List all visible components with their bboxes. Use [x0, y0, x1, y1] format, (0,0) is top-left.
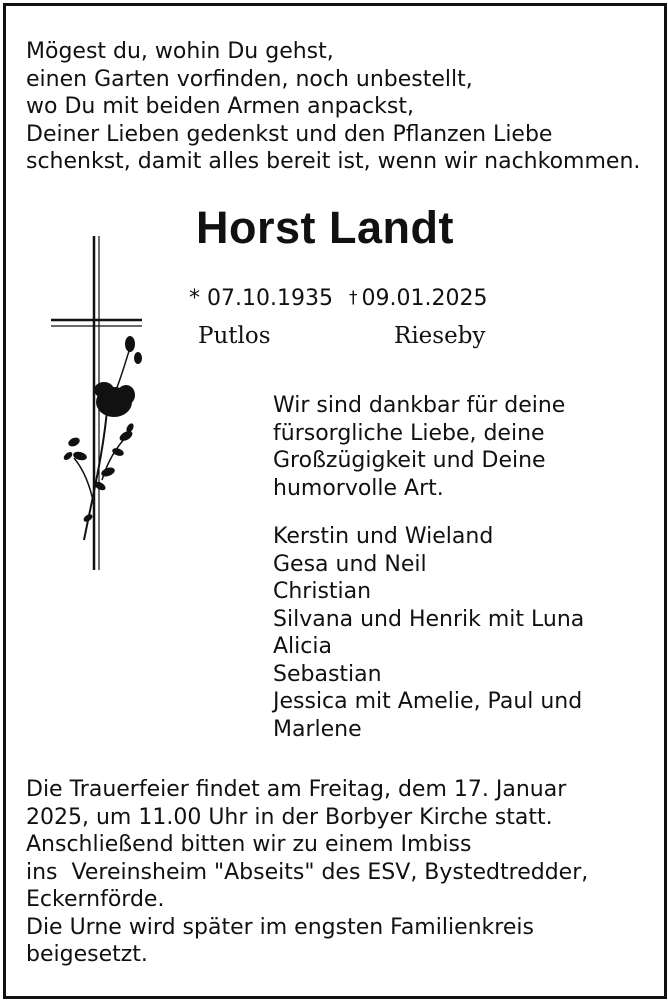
service-line: Die Trauerfeier findet am Freitag, dem 17. Januar — [26, 777, 567, 802]
birth-place: Putlos — [198, 323, 271, 349]
service-line: Eckernförde. — [26, 887, 165, 912]
poem-line: einen Garten vorfinden, noch unbestellt, — [26, 66, 473, 92]
poem-line: schenkst, damit alles bereit ist, wenn wir nachkommen. — [26, 149, 641, 174]
thanks-line: fürsorgliche Liebe, deine — [273, 420, 545, 446]
death-date — [349, 286, 487, 311]
thanks-line: Wir sind dankbar für deine — [273, 393, 566, 418]
death-date-value: 09.01.2025 — [361, 286, 488, 311]
service-line: Die Urne wird später im engsten Familienkreis — [26, 914, 534, 940]
cross-with-rose-icon — [46, 230, 146, 579]
family-list — [273, 523, 584, 743]
family-member: Gesa und Neil — [273, 551, 427, 577]
service-line: Anschließend bitten wir zu einem Imbiss — [26, 832, 472, 857]
family-member: Christian — [273, 579, 372, 604]
deceased-name: Horst Landt — [196, 202, 454, 253]
birth-date — [189, 286, 333, 311]
service-line: ins Vereinsheim "Abseits" des ESV, Bystedtredder, — [26, 859, 589, 885]
family-member: Alicia — [273, 634, 332, 659]
family-member: Kerstin und Wieland — [273, 524, 494, 549]
thanks-line: Großzügigkeit und Deine — [273, 448, 546, 473]
thanks-text — [273, 392, 565, 502]
birth-symbol: * — [189, 286, 200, 311]
poem-line: Mögest du, wohin Du gehst, — [26, 39, 334, 64]
family-member: Sebastian — [273, 661, 382, 687]
service-line: 2025, um 11.00 Uhr in der Borbyer Kirche statt. — [26, 804, 553, 830]
poem-line: wo Du mit beiden Armen anpackst, — [26, 94, 414, 119]
family-member: Marlene — [273, 716, 362, 742]
family-member: Silvana und Henrik mit Luna — [273, 606, 585, 632]
service-info — [26, 776, 588, 969]
birth-date-value: 07.10.1935 — [207, 286, 333, 311]
family-member: Jessica mit Amelie, Paul und — [273, 689, 583, 714]
poem — [26, 38, 640, 176]
service-line: beigesetzt. — [26, 942, 148, 967]
obituary-notice — [3, 3, 667, 999]
thanks-line: humorvolle Art. — [273, 475, 444, 501]
poem-line: Deiner Lieben gedenkst und den Pflanzen Liebe — [26, 121, 553, 147]
dagger-icon: † — [349, 288, 358, 308]
death-place: Rieseby — [394, 323, 486, 349]
